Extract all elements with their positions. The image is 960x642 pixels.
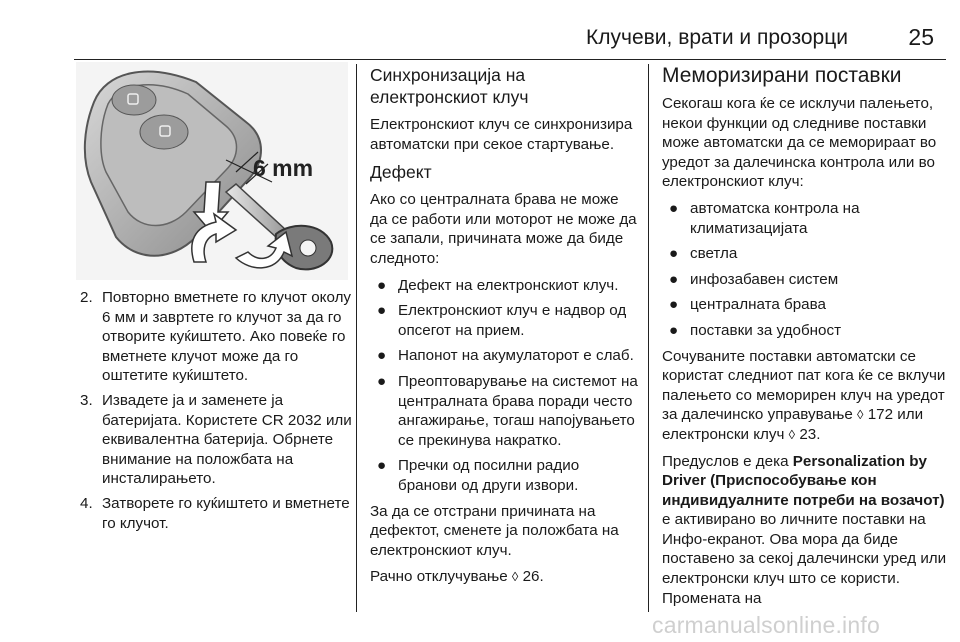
step-item [80, 288, 352, 386]
setting-name: Personalization by Driver (Приспособување кон индивидуалните потреби на возачот) [662, 452, 945, 509]
sync-heading: Синхронизација на електронскиот клуч [370, 65, 529, 107]
dimension-label: 6 mm [253, 155, 314, 181]
list-item [370, 346, 638, 366]
step-number: 4. [80, 494, 93, 512]
fault-intro: Ако со централната брава не може да се работи или моторот не може да се запали, причината може да биде следното: [370, 191, 637, 267]
list-item-text: Електронскиот клуч е надвор од опсегот на прием. [398, 302, 627, 339]
list-item-text: централната брава [690, 296, 826, 314]
turn-arrow-icon [236, 232, 292, 268]
manual-unlock-ref: Рачно отклучување ◊ 26. [370, 568, 544, 586]
condition-post: е активирано во личните поставки на Инфо-екранот. Ова мора да биде поставено за секој далечински уред или електронски клуч што се користи. Промената на [662, 511, 947, 607]
remedy-text: За да се отстрани причината на дефектот, сменете ја положбата на електронскиот клуч. [370, 502, 619, 559]
column-middle [370, 64, 638, 594]
bullet-icon: ● [377, 276, 387, 294]
list-item-text: светла [690, 245, 738, 263]
list-item [662, 321, 952, 341]
list-item [662, 270, 952, 290]
reference-icon: ◊ [857, 407, 864, 423]
sync-intro: Електронскиот клуч се синхронизира автоматски при секое стартување. [370, 116, 633, 153]
step-number: 2. [80, 289, 93, 306]
unlock-button [140, 115, 188, 149]
list-item-text: Дефект на електронскиот клуч. [398, 276, 619, 294]
condition-text [662, 452, 952, 609]
bullet-icon: ● [669, 296, 679, 314]
list-item [662, 295, 952, 315]
list-item [662, 244, 952, 264]
lock-button [112, 85, 156, 115]
page-header [0, 0, 960, 56]
watermark: carmanualsonline.info [652, 612, 880, 638]
bullet-icon: ● [669, 321, 679, 339]
battery-steps [80, 288, 352, 533]
list-item [370, 276, 638, 296]
list-item-text: Преоптоварување на системот на централната брава поради често ангажирање, тогаш напојувањето се прекинува накратко. [398, 372, 638, 449]
fault-heading: Дефект [370, 162, 432, 183]
header-divider [74, 59, 946, 60]
memory-intro: Секогаш кога ќе се исклучи палењето, некои функции од следниве поставки може автоматски да се меморираат во уредот за далечинска контрола или во електронскиот клуч: [662, 95, 937, 191]
condition-pre: Предуслов е дека [662, 452, 789, 470]
step-text: Извадете ја и заменете ја батеријата. Користете CR 2032 или еквивалентна батерија. Обрнете внимание на положбата на инсталирањето. [102, 391, 352, 488]
column-right [662, 64, 952, 615]
list-item-text: Напонот на акумулаторот е слаб. [398, 347, 634, 365]
bullet-icon: ● [377, 347, 387, 365]
list-item-text: автоматска контрола на климатизацијата [690, 199, 860, 237]
ref-page-link[interactable]: 26 [522, 568, 540, 586]
memory-heading: Меморизирани поставки [662, 64, 902, 87]
page-number: 25 [908, 24, 934, 50]
step-item [80, 494, 352, 533]
list-item-text: Пречки од посилни радио бранови од други извори. [398, 457, 580, 494]
column-divider-2 [648, 64, 649, 612]
ref-page-link[interactable]: 172 [867, 406, 894, 424]
list-item [370, 301, 638, 340]
key-ring-hole [300, 240, 316, 256]
saved-settings-text: Сочуваните поставки автоматски се користат следниот пат кога ќе се вклучи палењето со меморирен клуч на уредот за далечинско управување ◊ 172 или електронски клуч ◊ 23. [662, 347, 946, 443]
key-battery-illustration [76, 62, 348, 280]
memory-list [662, 199, 952, 341]
fault-list [370, 276, 638, 496]
reference-icon: ◊ [788, 426, 796, 442]
list-item [662, 199, 952, 238]
bullet-icon: ● [377, 302, 387, 320]
reference-icon: ◊ [511, 569, 519, 585]
step-number: 3. [80, 391, 93, 409]
chapter-title: Клучеви, врати и прозорци [586, 26, 848, 49]
saved-text: Сочуваните поставки автоматски се користат следниот пат кога ќе се вклучи палењето со меморирен клуч на уредот за далечинско управување [662, 347, 946, 424]
bullet-icon: ● [669, 270, 679, 288]
step-item [80, 391, 352, 489]
bullet-icon: ● [377, 457, 387, 475]
ref-text: Рачно отклучување [370, 568, 508, 586]
list-item-text: инфозабавен систем [690, 270, 839, 288]
ref-page-link[interactable]: 23 [799, 425, 817, 443]
list-item-text: поставки за удобност [690, 321, 842, 339]
list-item [370, 456, 638, 495]
column-left [80, 288, 352, 538]
list-item [370, 372, 638, 450]
bullet-icon: ● [669, 245, 679, 263]
column-divider-1 [356, 64, 357, 612]
bullet-icon: ● [377, 372, 387, 390]
saved-mid-text: или електронски клуч [662, 406, 924, 443]
bullet-icon: ● [669, 199, 679, 217]
step-text: Повторно вметнете го клучот околу 6 мм и завртете го клучот за да го отворите куќиштето. Ако повеќе го вметнете клучот може да го оштетите куќиштето. [102, 289, 352, 385]
step-text: Затворете го куќиштето и вметнете го клучот. [102, 494, 350, 532]
